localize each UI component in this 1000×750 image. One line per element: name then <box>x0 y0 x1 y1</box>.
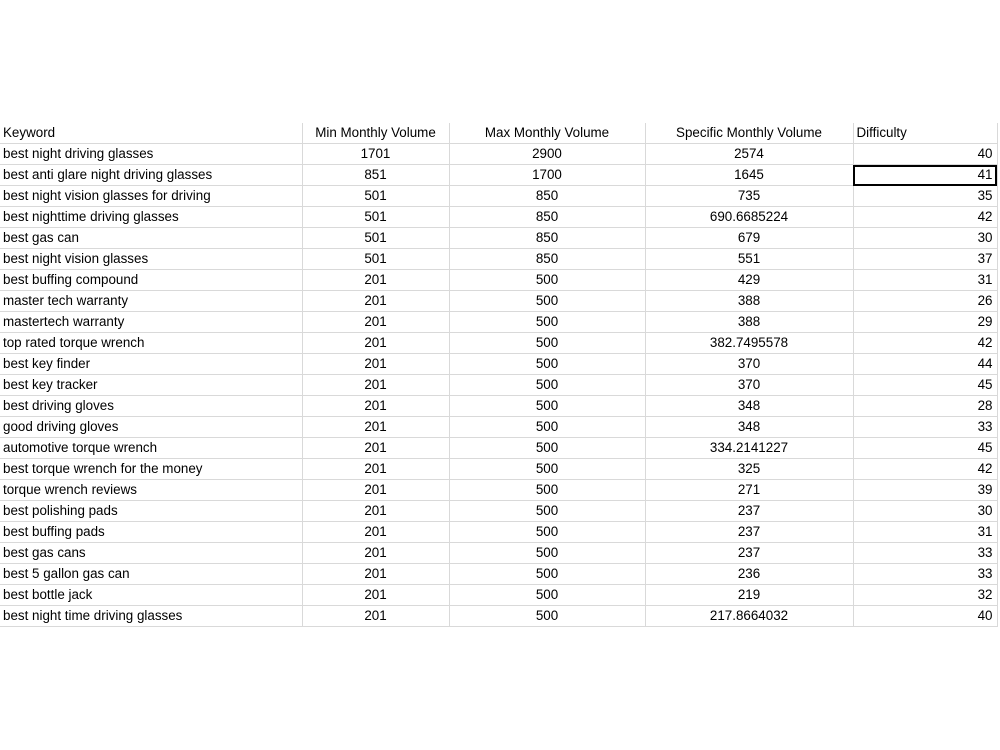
cell-specific-monthly-volume[interactable]: 334.2141227 <box>645 438 853 459</box>
table-row <box>0 354 997 375</box>
cell-max-monthly-volume[interactable]: 500 <box>449 585 645 606</box>
cell-min-monthly-volume[interactable]: 201 <box>302 606 449 627</box>
cell-max-monthly-volume[interactable]: 500 <box>449 459 645 480</box>
cell-max-monthly-volume[interactable]: 500 <box>449 417 645 438</box>
cell-max-monthly-volume[interactable]: 500 <box>449 396 645 417</box>
cell-difficulty[interactable]: 42 <box>853 207 997 228</box>
table-row <box>0 396 997 417</box>
cell-specific-monthly-volume[interactable]: 551 <box>645 249 853 270</box>
cell-keyword[interactable]: best buffing pads <box>0 522 302 543</box>
table-row <box>0 228 997 249</box>
table-row <box>0 207 997 228</box>
cell-keyword[interactable]: best nighttime driving glasses <box>0 207 302 228</box>
cell-keyword[interactable]: best buffing compound <box>0 270 302 291</box>
cell-difficulty[interactable]: 32 <box>853 585 997 606</box>
cell-difficulty[interactable]: 42 <box>853 333 997 354</box>
cell-specific-monthly-volume[interactable]: 370 <box>645 375 853 396</box>
cell-specific-monthly-volume[interactable]: 237 <box>645 522 853 543</box>
cell-min-monthly-volume[interactable]: 201 <box>302 417 449 438</box>
cell-keyword[interactable]: best torque wrench for the money <box>0 459 302 480</box>
cell-keyword[interactable]: best night time driving glasses <box>0 606 302 627</box>
cell-min-monthly-volume[interactable]: 201 <box>302 312 449 333</box>
cell-difficulty[interactable]: 30 <box>853 501 997 522</box>
cell-keyword[interactable]: best gas can <box>0 228 302 249</box>
header-difficulty[interactable]: Difficulty <box>853 123 997 144</box>
cell-max-monthly-volume[interactable]: 500 <box>449 291 645 312</box>
cell-difficulty[interactable]: 33 <box>853 564 997 585</box>
table-row <box>0 186 997 207</box>
cell-max-monthly-volume[interactable]: 500 <box>449 606 645 627</box>
cell-keyword[interactable]: automotive torque wrench <box>0 438 302 459</box>
cell-difficulty[interactable]: 31 <box>853 522 997 543</box>
cell-specific-monthly-volume[interactable]: 217.8664032 <box>645 606 853 627</box>
cell-min-monthly-volume[interactable]: 201 <box>302 564 449 585</box>
cell-difficulty[interactable]: 45 <box>853 438 997 459</box>
cell-specific-monthly-volume[interactable]: 388 <box>645 291 853 312</box>
cell-min-monthly-volume[interactable]: 201 <box>302 270 449 291</box>
cell-min-monthly-volume[interactable]: 201 <box>302 522 449 543</box>
cell-difficulty[interactable]: 44 <box>853 354 997 375</box>
cell-max-monthly-volume[interactable]: 500 <box>449 543 645 564</box>
header-max-monthly-volume[interactable]: Max Monthly Volume <box>449 123 645 144</box>
cell-specific-monthly-volume[interactable]: 679 <box>645 228 853 249</box>
cell-specific-monthly-volume[interactable]: 735 <box>645 186 853 207</box>
table-row <box>0 606 997 627</box>
cell-difficulty[interactable]: 45 <box>853 375 997 396</box>
cell-difficulty[interactable]: 35 <box>853 186 997 207</box>
cell-difficulty[interactable]: 37 <box>853 249 997 270</box>
cell-max-monthly-volume[interactable]: 1700 <box>449 165 645 186</box>
cell-min-monthly-volume[interactable]: 201 <box>302 333 449 354</box>
cell-specific-monthly-volume[interactable]: 429 <box>645 270 853 291</box>
header-min-monthly-volume[interactable]: Min Monthly Volume <box>302 123 449 144</box>
header-keyword[interactable]: Keyword <box>0 123 302 144</box>
cell-specific-monthly-volume[interactable]: 271 <box>645 480 853 501</box>
table-row <box>0 333 997 354</box>
cell-keyword[interactable]: best gas cans <box>0 543 302 564</box>
cell-keyword[interactable]: best key tracker <box>0 375 302 396</box>
cell-max-monthly-volume[interactable]: 500 <box>449 564 645 585</box>
cell-keyword[interactable]: best key finder <box>0 354 302 375</box>
cell-min-monthly-volume[interactable]: 501 <box>302 186 449 207</box>
cell-min-monthly-volume[interactable]: 201 <box>302 396 449 417</box>
table-row <box>0 438 997 459</box>
cell-min-monthly-volume[interactable]: 501 <box>302 207 449 228</box>
cell-min-monthly-volume[interactable]: 201 <box>302 459 449 480</box>
keyword-table <box>0 123 998 627</box>
cell-difficulty[interactable]: 31 <box>853 270 997 291</box>
cell-min-monthly-volume[interactable]: 501 <box>302 228 449 249</box>
header-row <box>0 123 997 144</box>
cell-keyword[interactable]: best bottle jack <box>0 585 302 606</box>
table-row <box>0 249 997 270</box>
cell-max-monthly-volume[interactable]: 850 <box>449 207 645 228</box>
cell-specific-monthly-volume[interactable]: 690.6685224 <box>645 207 853 228</box>
cell-max-monthly-volume[interactable]: 500 <box>449 375 645 396</box>
cell-keyword[interactable]: master tech warranty <box>0 291 302 312</box>
table-body <box>0 144 997 627</box>
table-row <box>0 480 997 501</box>
table-row <box>0 543 997 564</box>
cell-max-monthly-volume[interactable]: 2900 <box>449 144 645 165</box>
cell-specific-monthly-volume[interactable]: 348 <box>645 417 853 438</box>
cell-min-monthly-volume[interactable]: 201 <box>302 354 449 375</box>
spreadsheet <box>0 123 998 627</box>
cell-max-monthly-volume[interactable]: 850 <box>449 249 645 270</box>
cell-specific-monthly-volume[interactable]: 219 <box>645 585 853 606</box>
cell-keyword[interactable]: mastertech warranty <box>0 312 302 333</box>
table-row <box>0 312 997 333</box>
cell-max-monthly-volume[interactable]: 500 <box>449 354 645 375</box>
cell-difficulty-selected[interactable]: 41 <box>853 165 997 186</box>
cell-min-monthly-volume[interactable]: 1701 <box>302 144 449 165</box>
cell-difficulty[interactable]: 39 <box>853 480 997 501</box>
cell-max-monthly-volume[interactable]: 500 <box>449 480 645 501</box>
cell-keyword[interactable]: best anti glare night driving glasses <box>0 165 302 186</box>
cell-min-monthly-volume[interactable]: 201 <box>302 480 449 501</box>
cell-difficulty[interactable]: 26 <box>853 291 997 312</box>
cell-keyword[interactable]: best night driving glasses <box>0 144 302 165</box>
cell-max-monthly-volume[interactable]: 500 <box>449 438 645 459</box>
cell-min-monthly-volume[interactable]: 851 <box>302 165 449 186</box>
cell-max-monthly-volume[interactable]: 500 <box>449 522 645 543</box>
cell-difficulty[interactable]: 40 <box>853 606 997 627</box>
cell-min-monthly-volume[interactable]: 201 <box>302 543 449 564</box>
cell-max-monthly-volume[interactable]: 500 <box>449 270 645 291</box>
cell-keyword[interactable]: good driving gloves <box>0 417 302 438</box>
cell-min-monthly-volume[interactable]: 201 <box>302 585 449 606</box>
cell-specific-monthly-volume[interactable]: 325 <box>645 459 853 480</box>
cell-max-monthly-volume[interactable]: 500 <box>449 312 645 333</box>
cell-difficulty[interactable]: 28 <box>853 396 997 417</box>
cell-difficulty[interactable]: 30 <box>853 228 997 249</box>
cell-specific-monthly-volume[interactable]: 370 <box>645 354 853 375</box>
cell-min-monthly-volume[interactable]: 501 <box>302 249 449 270</box>
cell-difficulty[interactable]: 40 <box>853 144 997 165</box>
table-row <box>0 522 997 543</box>
cell-specific-monthly-volume[interactable]: 236 <box>645 564 853 585</box>
cell-difficulty[interactable]: 33 <box>853 417 997 438</box>
cell-keyword[interactable]: top rated torque wrench <box>0 333 302 354</box>
table-row <box>0 291 997 312</box>
table-row <box>0 270 997 291</box>
cell-max-monthly-volume[interactable]: 500 <box>449 333 645 354</box>
table-row <box>0 165 997 186</box>
cell-difficulty[interactable]: 33 <box>853 543 997 564</box>
cell-specific-monthly-volume[interactable]: 237 <box>645 501 853 522</box>
cell-min-monthly-volume[interactable]: 201 <box>302 501 449 522</box>
cell-specific-monthly-volume[interactable]: 388 <box>645 312 853 333</box>
table-row <box>0 375 997 396</box>
cell-min-monthly-volume[interactable]: 201 <box>302 291 449 312</box>
cell-keyword[interactable]: torque wrench reviews <box>0 480 302 501</box>
table-row <box>0 501 997 522</box>
cell-min-monthly-volume[interactable]: 201 <box>302 438 449 459</box>
cell-keyword[interactable]: best driving gloves <box>0 396 302 417</box>
cell-specific-monthly-volume[interactable]: 382.7495578 <box>645 333 853 354</box>
table-row <box>0 585 997 606</box>
cell-difficulty[interactable]: 29 <box>853 312 997 333</box>
cell-keyword[interactable]: best polishing pads <box>0 501 302 522</box>
cell-keyword[interactable]: best 5 gallon gas can <box>0 564 302 585</box>
cell-min-monthly-volume[interactable]: 201 <box>302 375 449 396</box>
cell-specific-monthly-volume[interactable]: 2574 <box>645 144 853 165</box>
cell-max-monthly-volume[interactable]: 850 <box>449 186 645 207</box>
cell-specific-monthly-volume[interactable]: 237 <box>645 543 853 564</box>
cell-max-monthly-volume[interactable]: 850 <box>449 228 645 249</box>
cell-keyword[interactable]: best night vision glasses <box>0 249 302 270</box>
cell-max-monthly-volume[interactable]: 500 <box>449 501 645 522</box>
table-row <box>0 417 997 438</box>
table-row <box>0 144 997 165</box>
table-row <box>0 459 997 480</box>
cell-specific-monthly-volume[interactable]: 1645 <box>645 165 853 186</box>
cell-difficulty[interactable]: 42 <box>853 459 997 480</box>
header-specific-monthly-volume[interactable]: Specific Monthly Volume <box>645 123 853 144</box>
cell-specific-monthly-volume[interactable]: 348 <box>645 396 853 417</box>
table-row <box>0 564 997 585</box>
cell-keyword[interactable]: best night vision glasses for driving <box>0 186 302 207</box>
